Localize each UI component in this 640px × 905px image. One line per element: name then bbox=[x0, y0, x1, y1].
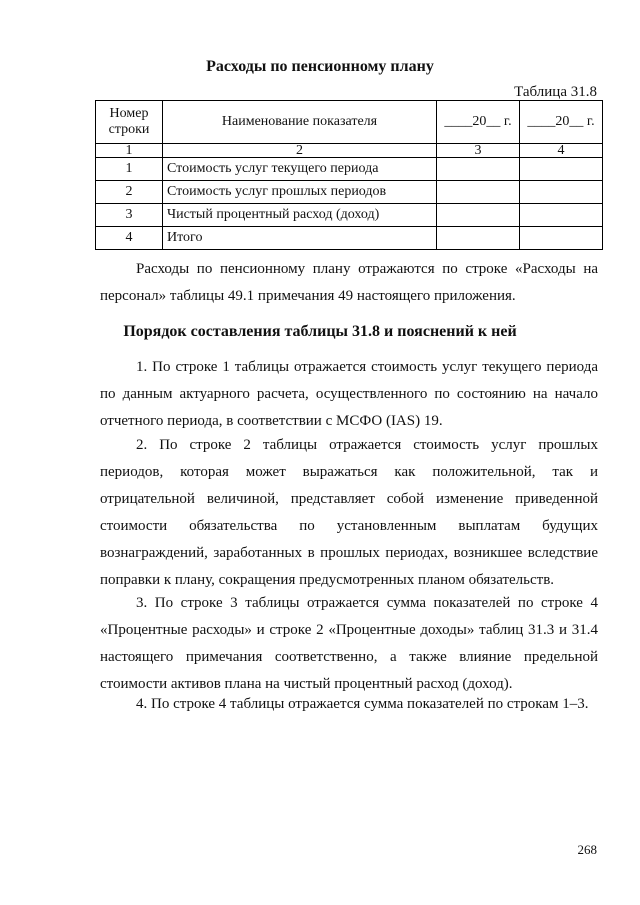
note-paragraph bbox=[100, 256, 598, 310]
table-row bbox=[96, 181, 603, 204]
note-paragraph-text: Расходы по пенсионному плану отражаются по строке «Расходы на персонал» таблицы 49.1 примечания 49 настоящего приложения. bbox=[100, 261, 598, 304]
paragraph-3 bbox=[100, 590, 598, 698]
row-value-year-1 bbox=[437, 227, 520, 250]
section-heading: Порядок составления таблицы 31.8 и пояснений к ней bbox=[123, 323, 517, 340]
row-number: 4 bbox=[96, 227, 163, 250]
table-row bbox=[96, 227, 603, 250]
page-title: Расходы по пенсионному плану bbox=[206, 58, 434, 75]
table-label: Таблица 31.8 bbox=[514, 84, 597, 100]
table-header-row bbox=[96, 101, 603, 144]
column-number-row bbox=[96, 144, 603, 158]
row-name: Итого bbox=[163, 227, 437, 250]
row-value-year-2 bbox=[520, 204, 603, 227]
table-row bbox=[96, 158, 603, 181]
table-row bbox=[96, 204, 603, 227]
header-year-1: ____20__ г. bbox=[437, 101, 520, 144]
row-value-year-2 bbox=[520, 181, 603, 204]
header-row-number: Номер строки bbox=[96, 101, 163, 144]
paragraph-4-text: 4. По строке 4 таблицы отражается сумма показателей по строкам 1–3. bbox=[136, 696, 589, 712]
row-number: 2 bbox=[96, 181, 163, 204]
row-name: Стоимость услуг прошлых периодов bbox=[163, 181, 437, 204]
row-number: 1 bbox=[96, 158, 163, 181]
paragraph-2 bbox=[100, 432, 598, 594]
row-number: 3 bbox=[96, 204, 163, 227]
header-year-2: ____20__ г. bbox=[520, 101, 603, 144]
paragraph-4 bbox=[100, 691, 598, 718]
page-number: 268 bbox=[577, 842, 597, 857]
column-number: 2 bbox=[163, 144, 437, 158]
row-value-year-2 bbox=[520, 158, 603, 181]
expenses-table bbox=[95, 100, 603, 250]
paragraph-3-text: 3. По строке 3 таблицы отражается сумма показателей по строке 4 «Процентные расходы» и строке 2 «Процентные доходы» таблиц 31.3 и 31.4 настоящего примечания соответственно, а также влияние предельной стоимости активов плана на чистый процентный расход (доход). bbox=[100, 595, 598, 692]
column-number: 3 bbox=[437, 144, 520, 158]
row-name: Чистый процентный расход (доход) bbox=[163, 204, 437, 227]
row-value-year-2 bbox=[520, 227, 603, 250]
row-value-year-1 bbox=[437, 158, 520, 181]
paragraph-1-text: 1. По строке 1 таблицы отражается стоимость услуг текущего периода по данным актуарного расчета, осуществленного по состоянию на начало отчетного периода, в соответствии с МСФО (IAS) 19. bbox=[100, 359, 598, 429]
row-value-year-1 bbox=[437, 204, 520, 227]
paragraph-1 bbox=[100, 354, 598, 435]
column-number: 4 bbox=[520, 144, 603, 158]
row-name: Стоимость услуг текущего периода bbox=[163, 158, 437, 181]
paragraph-2-text: 2. По строке 2 таблицы отражается стоимость услуг прошлых периодов, которая может выражаться как положительной, так и отрицательной величиной, представляет собой изменение приведенной стоимости обязательства по установленным выплатам будущих вознаграждений, заработанных в прошлых периодах, возникшее вследствие поправки к плану, сокращения предусмотренных планом обязательств. bbox=[100, 437, 598, 588]
header-indicator-name: Наименование показателя bbox=[163, 101, 437, 144]
row-value-year-1 bbox=[437, 181, 520, 204]
column-number: 1 bbox=[96, 144, 163, 158]
